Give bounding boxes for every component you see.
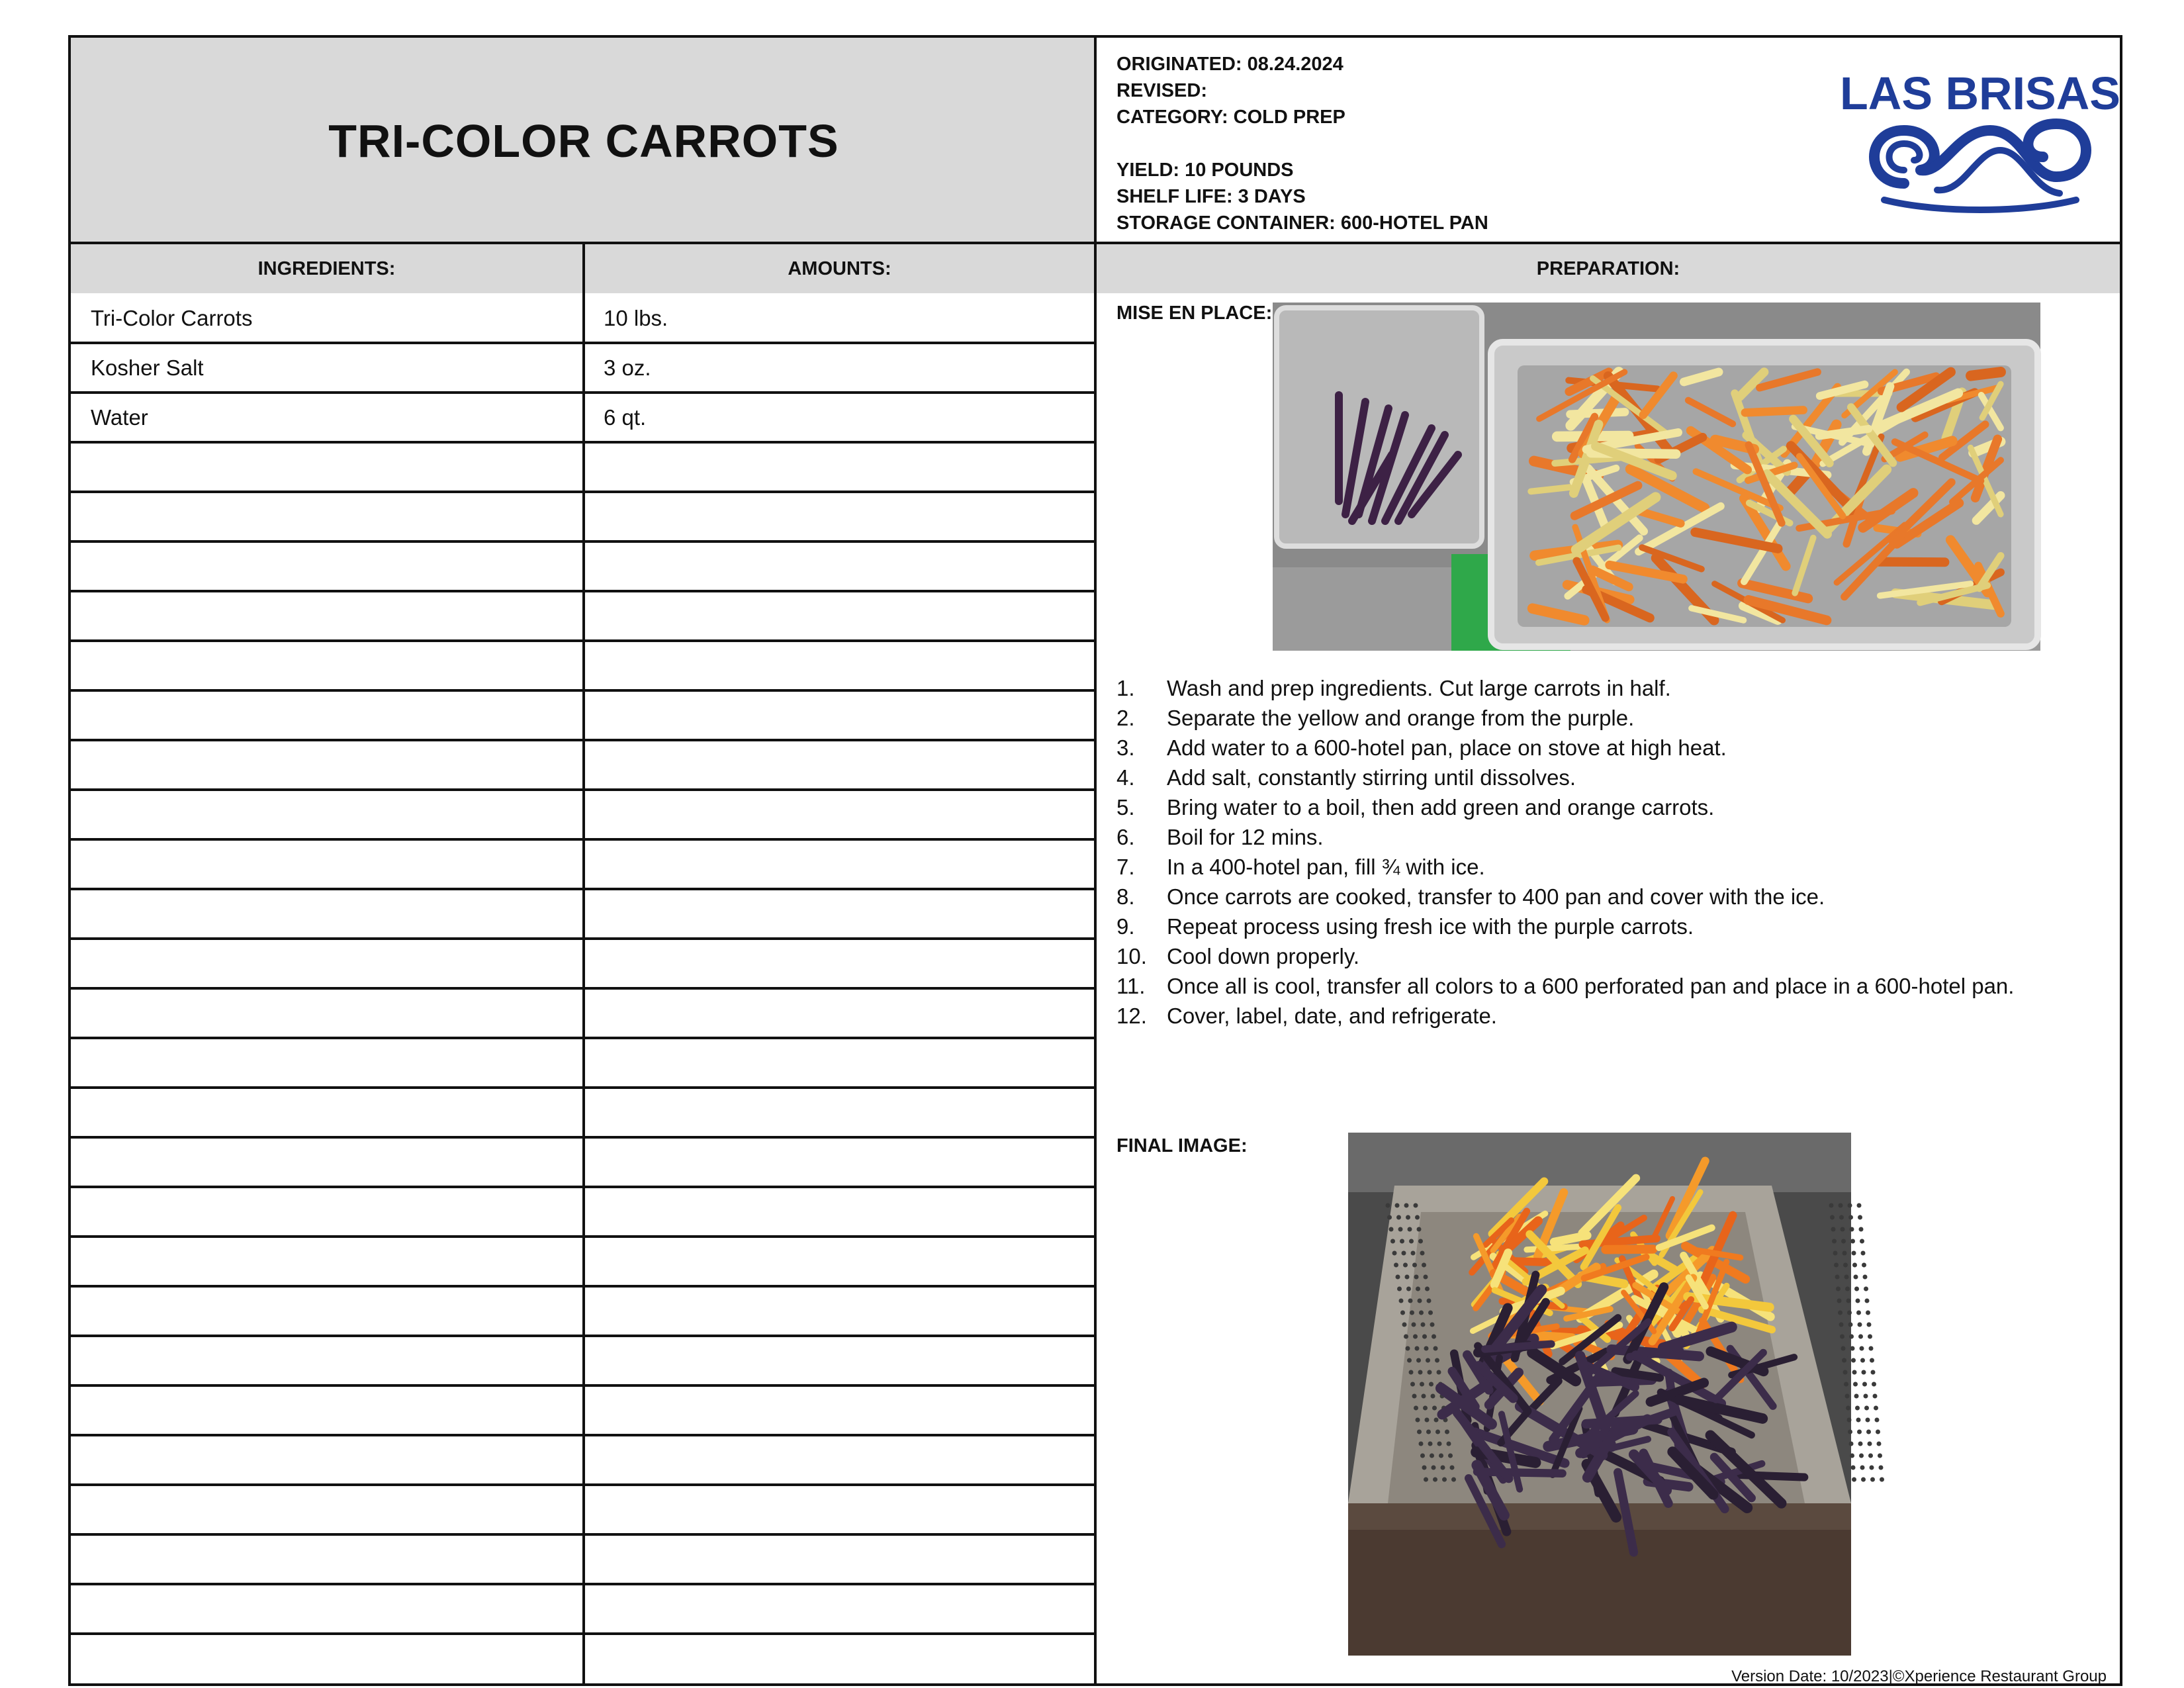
ingredient-row (71, 939, 1097, 988)
step-number: 6. (1116, 825, 1135, 849)
preparation-step (1116, 941, 2109, 971)
step-number: 4. (1116, 765, 1135, 790)
ingredient-row (71, 293, 1097, 343)
final-image-label: FINAL IMAGE: (1116, 1135, 1248, 1156)
ingredient-row (71, 839, 1097, 889)
preparation-step (1116, 792, 2109, 822)
step-number: 8. (1116, 884, 1135, 909)
step-text: Once carrots are cooked, transfer to 400 pan and cover with the ice. (1167, 884, 1825, 909)
ingredient-amount: 10 lbs. (604, 306, 668, 330)
recipe-meta (1116, 51, 1811, 236)
ingredient-row (71, 591, 1097, 641)
ingredient-amount: 6 qt. (604, 405, 647, 430)
preparation-step (1116, 971, 2109, 1001)
step-number: 2. (1116, 706, 1135, 730)
step-text: Separate the yellow and orange from the purple. (1167, 706, 1635, 730)
preparation-step (1116, 1001, 2109, 1031)
preparation-step (1116, 703, 2109, 733)
mise-en-place-label: MISE EN PLACE: (1116, 303, 1273, 324)
ingredient-row (71, 343, 1097, 393)
recipe-title: TRI-COLOR CARROTS (328, 115, 839, 167)
step-number: 9. (1116, 914, 1135, 939)
preparation-steps (1116, 673, 2109, 1031)
category: CATEGORY: COLD PREP (1116, 107, 1345, 128)
storage-container: STORAGE CONTAINER: 600-HOTEL PAN (1116, 212, 1488, 234)
preparation-step (1116, 763, 2109, 792)
ingredient-row (71, 1187, 1097, 1237)
step-number: 10. (1116, 944, 1147, 968)
step-text: Once all is cool, transfer all colors to a 600 perforated pan and place in a 600-hotel pan. (1167, 974, 2015, 998)
step-number: 7. (1116, 855, 1135, 879)
ingredient-row (71, 492, 1097, 541)
step-text: Wash and prep ingredients. Cut large carrots in half. (1167, 676, 1671, 700)
preparation-step (1116, 912, 2109, 941)
ingredient-row (71, 1336, 1097, 1385)
step-text: Add water to a 600-hotel pan, place on stove at high heat. (1167, 735, 1727, 760)
ingredient-row (71, 740, 1097, 790)
preparation-step (1116, 733, 2109, 763)
ingredient-row (71, 1286, 1097, 1336)
ingredient-row (71, 1634, 1097, 1683)
ingredient-row (71, 1534, 1097, 1584)
header-amounts: AMOUNTS: (585, 244, 1094, 293)
step-text: Repeat process using fresh ice with the purple carrots. (1167, 914, 1694, 939)
ingredient-row (71, 988, 1097, 1038)
step-text: Add salt, constantly stirring until dissolves. (1167, 765, 1576, 790)
step-number: 3. (1116, 735, 1135, 760)
ingredient-row (71, 889, 1097, 939)
ingredient-row (71, 1385, 1097, 1435)
ingredient-row (71, 690, 1097, 740)
ingredient-row (71, 1237, 1097, 1286)
preparation-step (1116, 673, 2109, 703)
ingredient-row (71, 1088, 1097, 1137)
originated-date: ORIGINATED: 08.24.2024 (1116, 54, 1343, 75)
ingredient-row (71, 641, 1097, 690)
yield: YIELD: 10 POUNDS (1116, 160, 1294, 181)
ingredient-row (71, 790, 1097, 839)
ingredient-name: Kosher Salt (91, 355, 204, 380)
revised-date: REVISED: (1116, 80, 1207, 101)
ingredient-row (71, 1584, 1097, 1634)
step-number: 11. (1116, 974, 1146, 998)
step-number: 12. (1116, 1004, 1147, 1028)
step-number: 5. (1116, 795, 1135, 820)
title-cell (71, 38, 1097, 244)
ingredient-row (71, 1038, 1097, 1088)
mise-en-place-photo (1273, 303, 2040, 651)
ingredient-name: Tri-Color Carrots (91, 306, 253, 330)
step-text: Bring water to a boil, then add green and orange carrots. (1167, 795, 1715, 820)
preparation-step (1116, 882, 2109, 912)
final-image-photo (1348, 1133, 1851, 1656)
ingredient-row (71, 541, 1097, 591)
ingredient-row (71, 1137, 1097, 1187)
ingredient-row (71, 1485, 1097, 1534)
logo-wordmark: LAS BRISAS (1840, 68, 2120, 119)
header-preparation: PREPARATION: (1097, 244, 2120, 293)
version-footer: Version Date: 10/2023|©Xperience Restaurant Group (1731, 1667, 2107, 1685)
ingredient-amount: 3 oz. (604, 355, 651, 380)
header-ingredients: INGREDIENTS: (71, 244, 582, 293)
step-text: Cool down properly. (1167, 944, 1360, 968)
step-number: 1. (1116, 676, 1135, 700)
ingredient-name: Water (91, 405, 148, 430)
ingredient-row (71, 1435, 1097, 1485)
ingredient-row (71, 393, 1097, 442)
ingredient-row (71, 442, 1097, 492)
recipe-sheet (68, 35, 2122, 1686)
step-text: In a 400-hotel pan, fill ¾ with ice. (1167, 855, 1485, 879)
shelf-life: SHELF LIFE: 3 DAYS (1116, 186, 1306, 207)
preparation-step (1116, 852, 2109, 882)
step-text: Boil for 12 mins. (1167, 825, 1324, 849)
las-brisas-logo (1840, 58, 2120, 230)
preparation-step (1116, 822, 2109, 852)
step-text: Cover, label, date, and refrigerate. (1167, 1004, 1497, 1028)
